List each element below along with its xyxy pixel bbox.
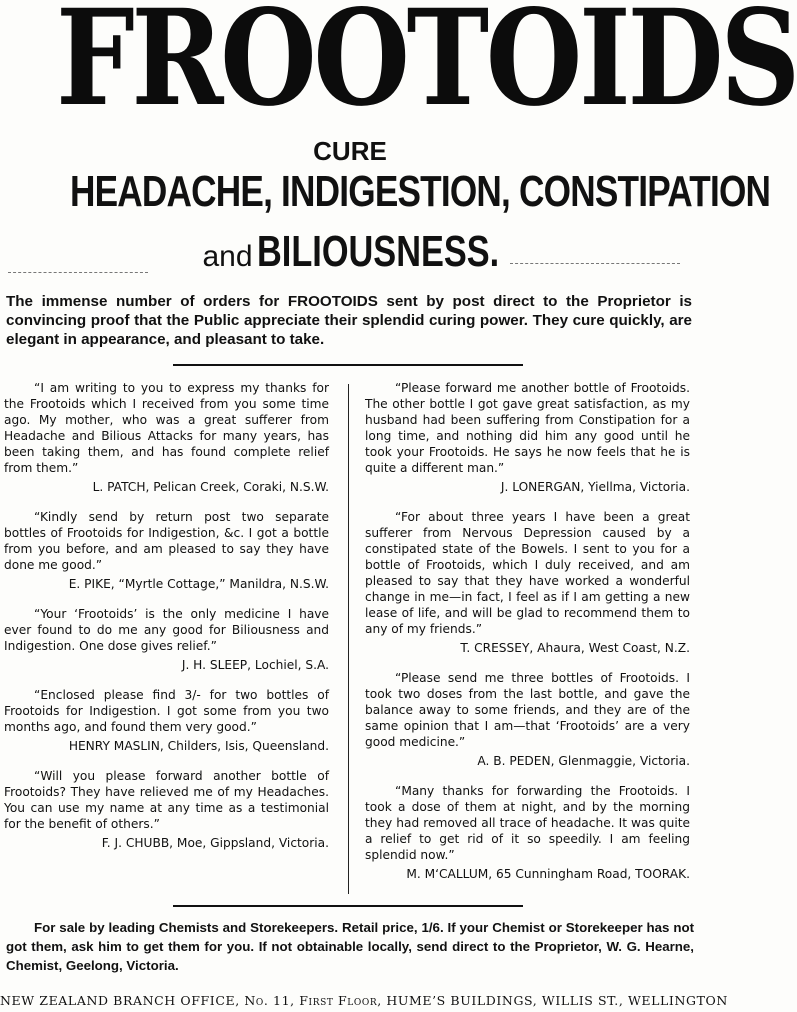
testimonial-text: “Enclosed please find 3/- for two bottles of Frootoids for Indigestion. I got some from you two months ago, and found them very good.” [4, 688, 329, 734]
testimonial-signature: L. PATCH, Pelican Creek, Coraki, N.S.W. [92, 480, 329, 494]
intro-paragraph: The immense number of orders for FROOTOIDS sent by post direct to the Proprietor is convincing proof that the Public appreciate their splendid curing power. They cure quickly, are elegant in appearance, and pleasant to take. [6, 293, 692, 348]
biliousness-line [0, 228, 700, 286]
testimonial [4, 606, 329, 673]
testimonial-signature: T. CRESSEY, Ahaura, West Coast, N.Z. [460, 641, 690, 655]
testimonial-signature: M. M‘CALLUM, 65 Cunningham Road, TOORAK. [406, 867, 690, 881]
sale-notice: For sale by leading Chemists and Storekeepers. Retail price, 1/6. If your Chemist or Storekeeper has not got them, ask him to get them for you. If not obtainable locally, send direct to the Proprietor, W. G. Hearne, Chemist, Geelong, Victoria. [6, 920, 694, 973]
testimonial-signature: F. J. CHUBB, Moe, Gippsland, Victoria. [101, 836, 329, 850]
divider-bottom [173, 905, 523, 907]
ailments-heading: HEADACHE, INDIGESTION, CONSTIPATION [70, 167, 771, 216]
decorative-flourish-left [8, 272, 148, 273]
testimonial [365, 380, 690, 495]
cure-heading: CURE [313, 136, 387, 166]
testimonial [4, 509, 329, 592]
testimonials-right-column [365, 380, 690, 896]
testimonial-text: “For about three years I have been a great sufferer from Nervous Depression caused by a constipated state of the Bowels. I sent to you for a bottle of Frootoids, which I duly received, and am pleased to say that they have worked a wonderful change in me—in fact, I feel as if I am getting a new lease of life, and will be glad to recommend them to any of my friends.” [365, 510, 690, 636]
testimonial-text: “Your ‘Frootoids’ is the only medicine I have ever found to do me any good for Biliousness and Indigestion. One dose gives relief.” [4, 607, 329, 653]
divider-top [173, 364, 523, 366]
testimonial-text: “I am writing to you to express my thanks for the Frootoids which I received from you some time ago. My mother, who was a great sufferer from Headache and Bilious Attacks for many years, has been taking them, and has found complete relief from them.” [4, 381, 329, 475]
testimonial-signature: E. PIKE, “Myrtle Cottage,” Manildra, N.S.W. [68, 577, 329, 591]
testimonial [4, 687, 329, 754]
decorative-flourish-right [510, 263, 680, 264]
branch-office-footer: NEW ZEALAND BRANCH OFFICE, No. 11, First Floor, HUME’S BUILDINGS, WILLIS ST., WELLINGTON [0, 993, 728, 1008]
testimonial-signature: J. LONERGAN, Yiellma, Victoria. [500, 480, 690, 494]
testimonial-text: “Please forward me another bottle of Frootoids. The other bottle I got gave great satisfaction, as my husband had been suffering from Constipation for a long time, and nothing did him any good until he took your Frootoids. He says he now feels that he is quite a different man.” [365, 381, 690, 475]
testimonial [365, 783, 690, 882]
column-divider [348, 384, 349, 894]
testimonial-text: “Please send me three bottles of Frootoids. I took two doses from the last bottle, and gave the balance away to some friends, and they are of the same opinion that I am—that ‘Frootoids’ are a very good medicine.” [365, 671, 690, 749]
biliousness-heading: BILIOUSNESS. [257, 227, 500, 276]
testimonial [4, 380, 329, 495]
testimonial-text: “Kindly send by return post two separate bottles of Frootoids for Indigestion, &c. I got a bottle from you before, and am pleased to say they have done me good.” [4, 510, 329, 572]
brand-title: FROOTOIDS [56, 0, 797, 136]
testimonials-left-column [4, 380, 329, 865]
and-word: and [202, 240, 253, 273]
testimonial-text: “Will you please forward another bottle of Frootoids? They have relieved me of my Headaches. You can use my name at any time as a testimonial for the benefit of others.” [4, 769, 329, 831]
testimonial [365, 509, 690, 656]
testimonial-signature: J. H. SLEEP, Lochiel, S.A. [181, 658, 329, 672]
testimonial [4, 768, 329, 851]
testimonial-signature: A. B. PEDEN, Glenmaggie, Victoria. [477, 754, 690, 768]
testimonial-text: “Many thanks for forwarding the Frootoids. I took a dose of them at night, and by the morning they had removed all trace of headache. It was quite a relief to get rid of it so speedily. I am feeling splendid now.” [365, 784, 690, 862]
testimonial [365, 670, 690, 769]
testimonial-signature: HENRY MASLIN, Childers, Isis, Queensland. [68, 739, 329, 753]
